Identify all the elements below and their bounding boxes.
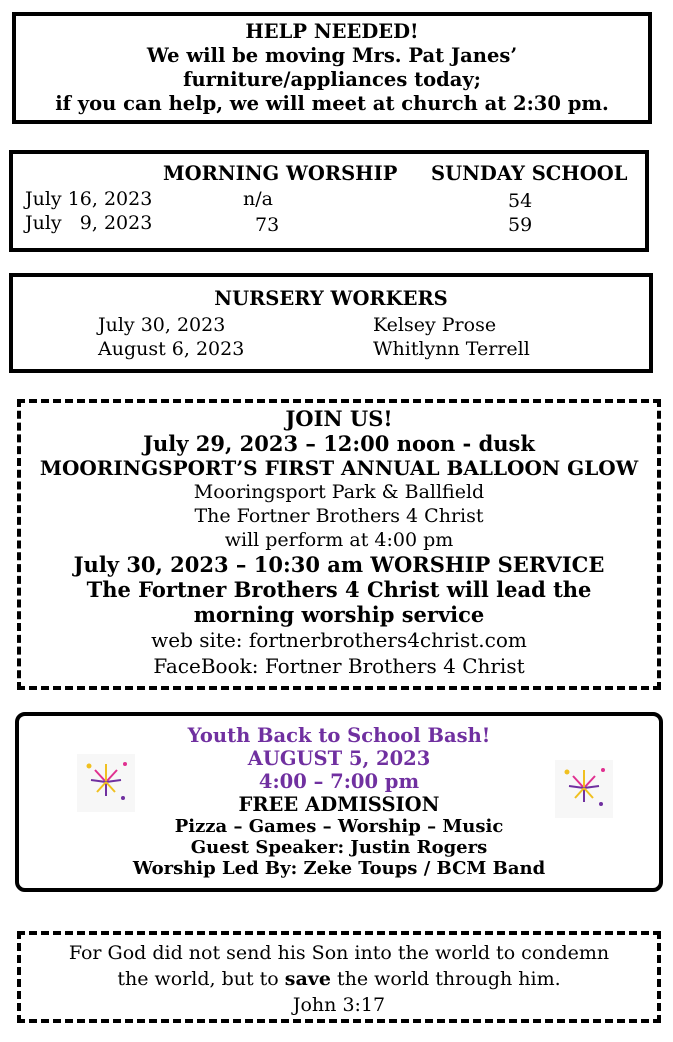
nursery-date-2: August 6, 2023 bbox=[98, 338, 245, 360]
attendance-date-1: July 16, 2023 bbox=[25, 188, 153, 210]
website-text: web site: fortnerbrothers4christ.com bbox=[151, 628, 527, 652]
fireworks-icon bbox=[75, 752, 137, 814]
verse-line-1: For God did not send his Son into the world to condemn bbox=[68, 942, 610, 964]
event1-time: will perform at 4:00 pm bbox=[224, 529, 454, 551]
youth-date: AUGUST 5, 2023 bbox=[247, 747, 431, 770]
facebook-text: FaceBook: Fortner Brothers 4 Christ bbox=[153, 654, 525, 678]
help-title: HELP NEEDED! bbox=[245, 20, 419, 43]
youth-bash-box bbox=[15, 712, 663, 892]
youth-activities: Pizza – Games – Worship – Music bbox=[174, 816, 504, 837]
youth-time: 4:00 – 7:00 pm bbox=[258, 770, 420, 793]
event1-name: MOORINGSPORT’S FIRST ANNUAL BALLOON GLOW bbox=[39, 456, 639, 480]
verse-reference: John 3:17 bbox=[292, 994, 386, 1016]
verse-emphasis-save: save bbox=[284, 968, 331, 990]
youth-admission: FREE ADMISSION bbox=[238, 793, 440, 816]
event1-place: Mooringsport Park & Ballfield bbox=[193, 481, 485, 503]
header-sunday-school: SUNDAY SCHOOL bbox=[431, 162, 628, 185]
event2-date: July 30, 2023 – 10:30 am WORSHIP SERVICE bbox=[73, 552, 605, 577]
help-line-2: furniture/appliances today; bbox=[183, 68, 481, 91]
event2-line-1: The Fortner Brothers 4 Christ will lead the bbox=[86, 577, 592, 602]
verse-line-2-start: the world, but to bbox=[117, 968, 285, 990]
nursery-worker-2: Whitlynn Terrell bbox=[373, 338, 530, 360]
youth-title: Youth Back to School Bash! bbox=[187, 724, 491, 747]
verse-line-2 bbox=[21, 966, 657, 992]
nursery-workers-box bbox=[9, 273, 653, 373]
nursery-worker-1: Kelsey Prose bbox=[373, 314, 497, 336]
join-title: JOIN US! bbox=[285, 406, 393, 431]
event1-performer: The Fortner Brothers 4 Christ bbox=[194, 505, 484, 527]
attendance-worship-2: 73 bbox=[255, 214, 280, 236]
attendance-date-2: July 9, 2023 bbox=[25, 212, 153, 234]
nursery-date-1: July 30, 2023 bbox=[98, 314, 226, 336]
header-morning-worship: MORNING WORSHIP bbox=[163, 162, 398, 185]
youth-speaker: Guest Speaker: Justin Rogers bbox=[190, 837, 488, 858]
help-needed-box bbox=[12, 12, 652, 124]
help-line-3: if you can help, we will meet at church at 2:30 pm. bbox=[55, 92, 609, 115]
attendance-box bbox=[9, 150, 649, 252]
verse-line-2-end: the world through him. bbox=[330, 968, 561, 990]
youth-worship-leader: Worship Led By: Zeke Toups / BCM Band bbox=[132, 858, 546, 879]
nursery-title: NURSERY WORKERS bbox=[214, 287, 448, 310]
join-us-box bbox=[17, 399, 661, 690]
attendance-sunday-school-2: 59 bbox=[508, 214, 533, 236]
event2-line-2: morning worship service bbox=[193, 602, 485, 627]
fireworks-icon bbox=[553, 758, 615, 820]
event1-date: July 29, 2023 – 12:00 noon - dusk bbox=[143, 431, 535, 456]
help-line-1: We will be moving Mrs. Pat Janes’ bbox=[146, 44, 518, 67]
attendance-sunday-school-1: 54 bbox=[508, 190, 533, 212]
verse-box bbox=[17, 931, 661, 1023]
attendance-worship-1: n/a bbox=[243, 188, 273, 210]
